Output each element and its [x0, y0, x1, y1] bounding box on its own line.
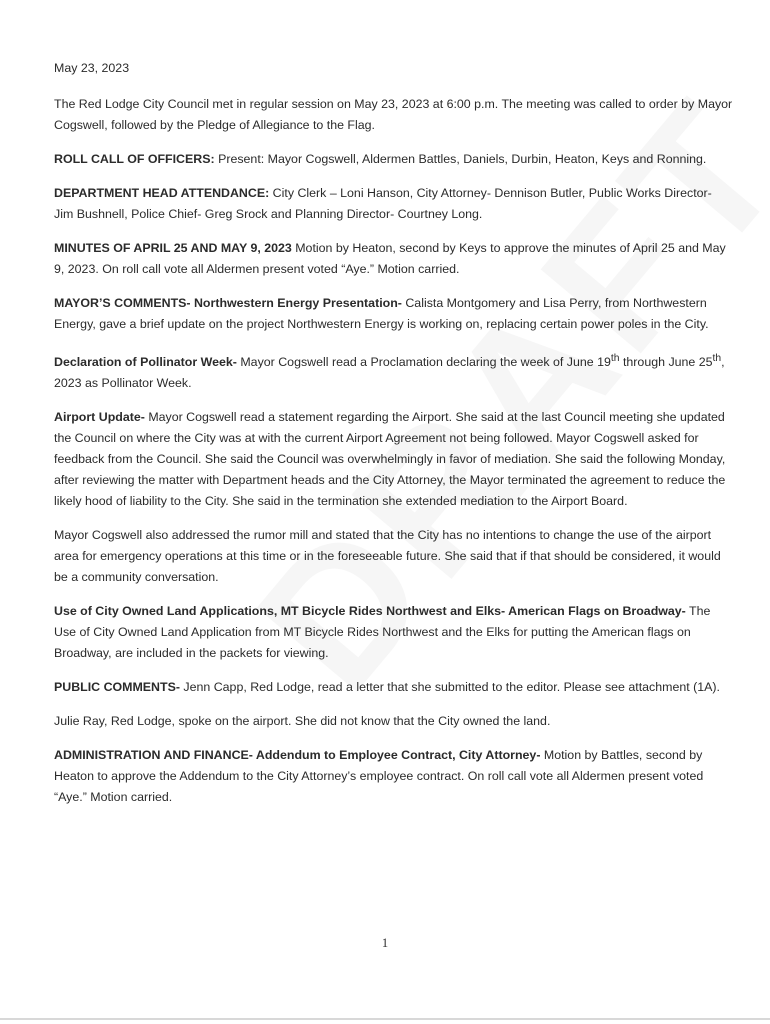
public-comments-heading: PUBLIC COMMENTS-	[54, 680, 180, 695]
pollinator-sup-2: th	[712, 353, 722, 364]
pollinator-section	[54, 348, 734, 394]
roll-call-heading: ROLL CALL OF OFFICERS:	[54, 152, 215, 166]
mayor-comments-heading: MAYOR’S COMMENTS- Northwestern Energy Presentation-	[54, 296, 402, 310]
department-head-heading: DEPARTMENT HEAD ATTENDANCE:	[54, 186, 270, 200]
page-bottom-edge	[0, 1018, 770, 1020]
airport-text: Mayor Cogswell read a statement regarding the Airport. She said at the last Council meeting she updated the Council on where the City was at with the current Airport Agreement not being followed. Mayor Cogswell asked for feedback from the Council. She said the Council was overwhelmingly in favor of mediation. She said the following Monday, after reviewing the matter with Department heads and the City Attorney, the Mayor terminated the agreement to reduce the likely hood of liability to the City. She said in the termination she extended mediation to the Airport Board.	[54, 410, 726, 509]
pollinator-heading: Declaration of Pollinator Week-	[54, 355, 237, 370]
airport-section	[54, 407, 734, 512]
julie-ray-paragraph: Julie Ray, Red Lodge, spoke on the airport. She did not know that the City owned the land.	[54, 714, 551, 729]
pollinator-sup-1: th	[610, 353, 620, 364]
page-number: 1	[381, 936, 389, 950]
minutes-section	[54, 238, 734, 280]
public-comments-section	[54, 677, 734, 698]
minutes-body	[54, 58, 734, 821]
pollinator-text-1: Mayor Cogswell read a Proclamation declaring the week of June 19	[236, 355, 611, 370]
land-use-heading: Use of City Owned Land Applications, MT Bicycle Rides Northwest and Elks- American Flags on Broadway-	[54, 604, 686, 619]
land-use-text: The Use of City Owned Land Application from MT Bicycle Rides Northwest and the Elks for putting the American flags on Broadway, are included in the packets for viewing.	[54, 604, 711, 661]
department-head-text: City Clerk – Loni Hanson, City Attorney- Dennison Butler, Public Works Director- Jim Bushnell, Police Chief- Greg Srock and Planning Director- Courtney Long.	[54, 186, 712, 221]
rumor-mill-paragraph: Mayor Cogswell also addressed the rumor mill and stated that the City has no intentions to change the use of the airport area for emergency operations at this time or in the foreseeable future. She said that if that should be considered, it would be a community conversation.	[54, 528, 721, 585]
land-use-section	[54, 601, 734, 664]
meeting-date: May 23, 2023	[54, 61, 130, 75]
airport-heading: Airport Update-	[54, 410, 145, 425]
minutes-text: Motion by Heaton, second by Keys to approve the minutes of April 25 and May 9, 2023. On roll call vote all Aldermen present voted “Aye.” Motion carried.	[54, 241, 726, 276]
mayor-comments-text: Calista Montgomery and Lisa Perry, from Northwestern Energy, gave a brief update on the project Northwestern Energy is working on, replacing certain power poles in the City.	[54, 296, 709, 331]
pollinator-text-3: , 2023 as Pollinator Week.	[54, 355, 725, 391]
public-comments-text: Jenn Capp, Red Lodge, read a letter that she submitted to the editor. Please see attachment (1A).	[179, 680, 720, 695]
roll-call-section	[54, 149, 734, 170]
roll-call-text: Present: Mayor Cogswell, Aldermen Battles, Daniels, Durbin, Heaton, Keys and Ronning.	[214, 152, 707, 166]
mayor-comments-section	[54, 293, 734, 335]
minutes-heading: MINUTES OF APRIL 25 AND MAY 9, 2023	[54, 241, 292, 255]
department-head-section	[54, 183, 734, 225]
admin-finance-section	[54, 745, 734, 808]
pollinator-text-2: through June 25	[619, 355, 713, 370]
admin-finance-heading: ADMINISTRATION AND FINANCE- Addendum to Employee Contract, City Attorney-	[54, 748, 541, 763]
intro-paragraph: The Red Lodge City Council met in regular session on May 23, 2023 at 6:00 p.m. The meeting was called to order by Mayor Cogswell, followed by the Pledge of Allegiance to the Flag.	[54, 97, 733, 132]
admin-finance-text: Motion by Battles, second by Heaton to approve the Addendum to the City Attorney’s employee contract. On roll call vote all Aldermen present voted “Aye.” Motion carried.	[54, 748, 704, 805]
